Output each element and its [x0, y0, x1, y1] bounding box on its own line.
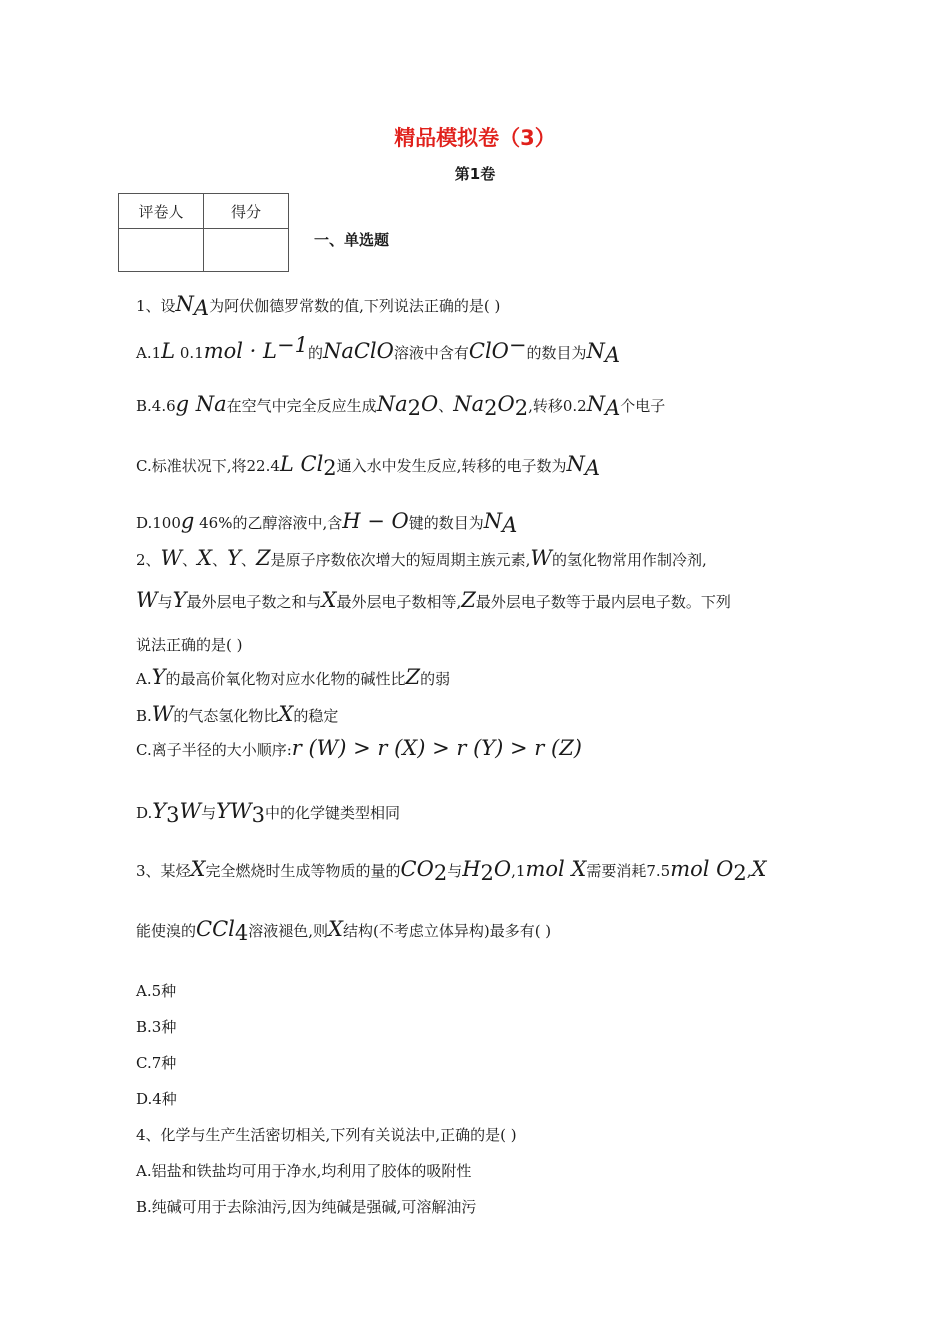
q4-option-a: A.铝盐和铁盐均可用于净水,均利用了胶体的吸附性 [136, 1162, 472, 1180]
q3-option-d: D.4种 [136, 1090, 177, 1108]
page-title: 精品模拟卷（3） [394, 126, 556, 150]
q3-option-b: B.3种 [136, 1018, 177, 1036]
q2-option-c: C.离子半径的大小顺序:r (W) > r (X) > r (Y) > r (Z) [136, 736, 582, 760]
q2-stem-line1: 2、W、X、Y、Z是原子序数依次增大的短周期主族元素,W的氢化物常用作制冷剂, [136, 546, 707, 570]
score-header: 得分 [204, 194, 289, 229]
q3-stem-line1: 3、某烃X完全燃烧时生成等物质的量的$CO_2$与$H_2O,1mol$ X需要消耗7.5mol $O_2,X$ [136, 857, 767, 885]
q2-stem-line2: W与Y最外层电子数之和与X最外层电子数相等,Z最外层电子数等于最内层电子数。下列 [136, 588, 731, 612]
q4-option-b: B.纯碱可用于去除油污,因为纯碱是强碱,可溶解油污 [136, 1198, 477, 1216]
q2-option-d: $D.Y_3W$与$YW_3$中的化学键类型相同 [136, 799, 400, 827]
q1-stem: 1、设$N_A$为阿伏伽德罗常数的值,下列说法正确的是( ) [136, 292, 501, 320]
q1-option-d: D.100g 46%的乙醇溶液中,含H − O键的数目为$N_A$ [136, 509, 518, 537]
q2-option-b: B.W的气态氢化物比X的稳定 [136, 702, 339, 726]
q3-option-a: A.5种 [136, 982, 177, 1000]
q2-option-a: A.Y的最高价氧化物对应水化物的碱性比Z的弱 [136, 665, 451, 689]
q3-option-c: C.7种 [136, 1054, 177, 1072]
q1-option-a: A.1L $0.1mol \cdot L^{-1}$的NaClO溶液中含有ClO−的数目为$N_A$ [136, 333, 621, 367]
score-table [118, 193, 289, 272]
section-heading: 一、单选题 [314, 231, 390, 249]
q1-option-c: C.标准状况下,将22.4L $Cl_2$通入水中发生反应,转移的电子数为$N_A$ [136, 452, 600, 480]
q3-stem-line2: 能使溴的CCl$_4$溶液褪色,则X结构(不考虑立体异构)最多有( ) [136, 917, 552, 945]
volume-label: 第1卷 [454, 165, 496, 183]
score-cell [204, 229, 289, 272]
grader-header: 评卷人 [119, 194, 204, 229]
q1-option-b: B.4.6g Na在空气中完全反应生成$Na_2O$、$Na_2O_2$,转移$0.2N_A$个电子 [136, 392, 666, 420]
q2-stem-line3: 说法正确的是( ) [136, 636, 243, 654]
q4-stem: 4、化学与生产生活密切相关,下列有关说法中,正确的是( ) [136, 1126, 517, 1144]
grader-cell [119, 229, 204, 272]
